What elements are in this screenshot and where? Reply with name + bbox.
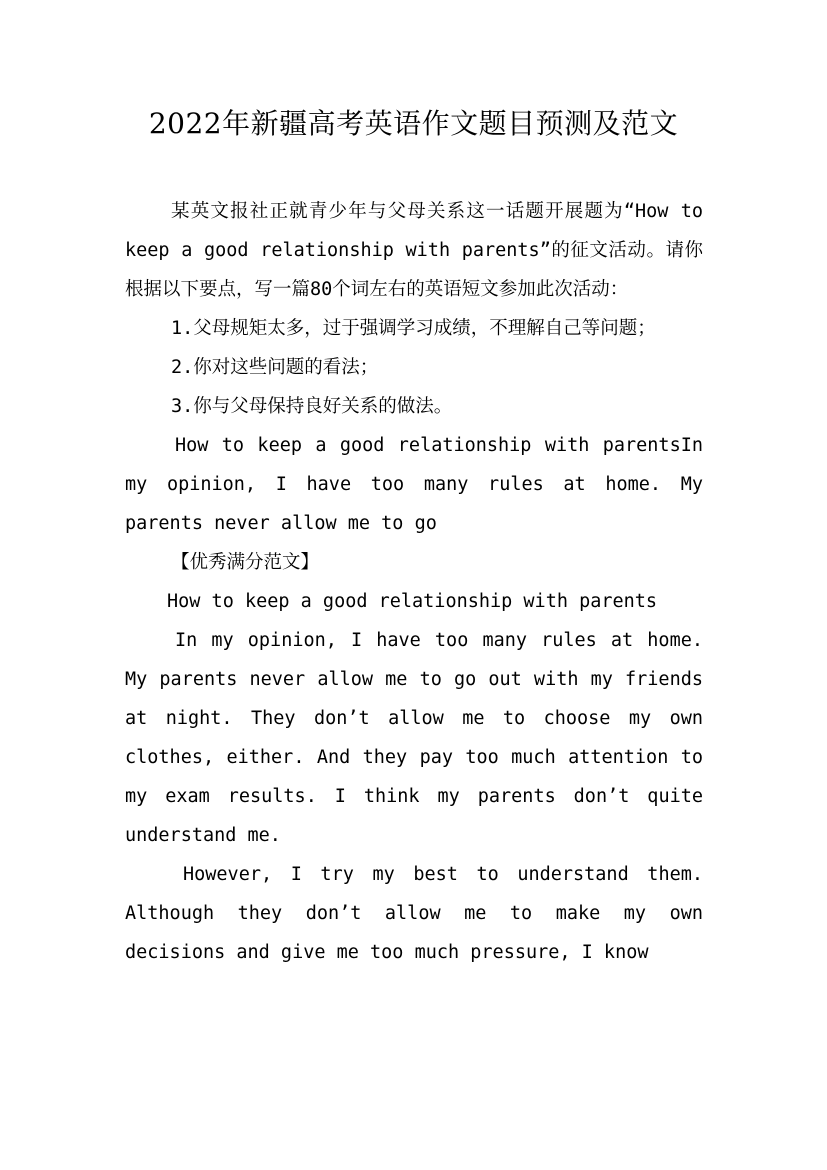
- sample-essay-paragraph-2: However, I try my best to understand them. Although they don’t allow me to make my own decisions and give me too much pressure, I know: [125, 864, 703, 963]
- sample-essay-paragraph-1: In my opinion, I have too many rules at home. My parents never allow me to go out with my friends at night. They don’t allow me to choose my own clothes, either. And they pay too much attention to my exam results. I think my parents don’t quite understand me.: [125, 630, 703, 846]
- document-body: [125, 192, 703, 972]
- sample-essay-heading: 【优秀满分范文】: [171, 552, 320, 573]
- document-title: 2022年新疆高考英语作文题目预测及范文: [148, 107, 679, 140]
- sample-essay-title: How to keep a good relationship with parents: [167, 591, 658, 612]
- requirement-item-3: 3.你与父母保持良好关系的做法。: [171, 396, 453, 417]
- essay-excerpt-paragraph: How to keep a good relationship with parentsIn my opinion, I have too many rules at home. My parents never allow me to go: [125, 435, 703, 534]
- task-prompt-paragraph: 某英文报社正就青少年与父母关系这一话题开展题为“How to keep a good relationship with parents”的征文活动。请你根据以下要点，写一篇80个词左右的英语短文参加此次活动：: [125, 201, 703, 300]
- requirement-item-1: 1.父母规矩太多，过于强调学习成绩，不理解自己等问题；: [171, 318, 656, 339]
- requirement-item-2: 2.你对这些问题的看法；: [171, 357, 379, 378]
